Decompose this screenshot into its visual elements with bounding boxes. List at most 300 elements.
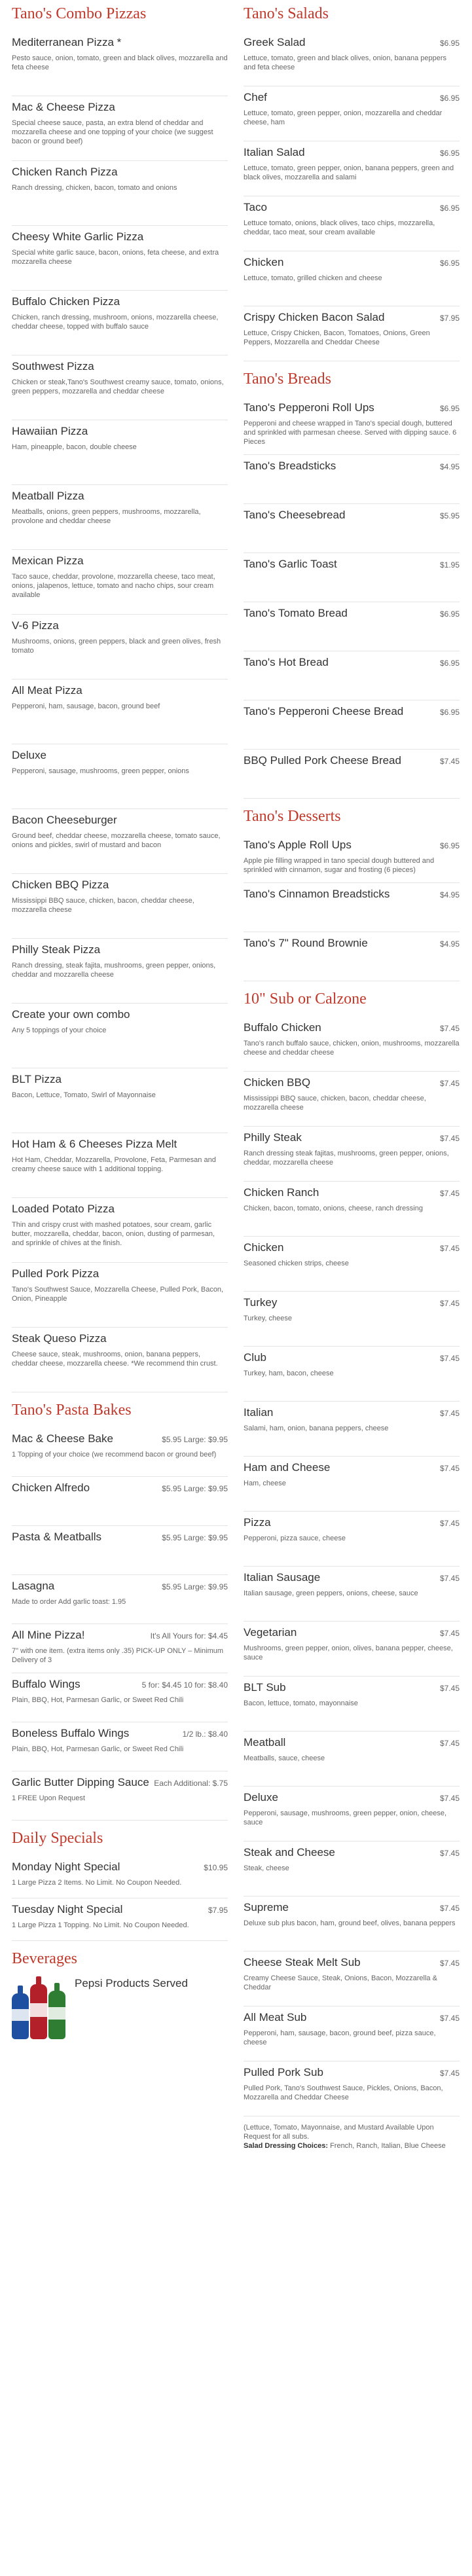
menu-item-chicken [244,251,460,306]
menu-item-pulled-pork-sub [244,2061,460,2116]
menu-item-name: Tuesday Night Special [12,1903,123,1915]
menu-item-header [244,1790,460,1805]
menu-item-description: Hot Ham, Cheddar, Mozzarella, Provolone, Feta, Parmesan and creamy cheese sauce with 1 additional topping. [12,1156,216,1173]
menu-item-name: Buffalo Wings [12,1678,81,1690]
menu-item-all-meat-pizza [12,680,228,744]
menu-item-header [12,1902,228,1917]
menu-item-description: Lettuce, tomato, green pepper, onion, banana peppers, green and black olives, mozzarella and salami [244,164,454,181]
menu-item-description: Mushrooms, onions, green peppers, black and green olives, fresh tomato [12,638,221,655]
salad-dressing-label: Salad Dressing Choices: [244,2142,328,2150]
menu-item-header [244,606,460,621]
menu-item-name: Chicken Ranch [244,1186,319,1199]
menu-item-description: Ham, pineapple, bacon, double cheese [12,443,137,451]
menu-item-description: Turkey, cheese [244,1315,292,1322]
menu-item-italian-salad [244,141,460,196]
menu-item-name: Boneless Buffalo Wings [12,1727,130,1739]
menu-item-price: $6.95 [439,404,460,413]
menu-item-description: Plain, BBQ, Hot, Parmesan Garlic, or Sweet Red Chili [12,1745,184,1753]
section-pasta [12,1400,228,1821]
menu-item-deluxe [244,1787,460,1841]
menu-item-description: Special cheese sauce, pasta, an extra blend of cheddar and mozzarella cheese and one topping of your choice (we suggest bacon or ground beef) [12,119,213,145]
menu-item-description: Ground beef, cheddar cheese, mozzarella cheese, tomato sauce, onions and pickles, swirl of mustard and bacon [12,832,221,849]
menu-item-header [12,1432,228,1446]
bottle-icon [30,1984,47,2039]
beverage-label: Pepsi Products Served [75,1977,188,1989]
menu-item-loaded-potato-pizza [12,1198,228,1263]
menu-item-price: $5.95 [439,511,460,520]
menu-item-name: Crispy Chicken Bacon Salad [244,311,385,323]
menu-item-description: Lettuce, Crispy Chicken, Bacon, Tomatoes, Onions, Green Peppers, Mozzarella and Cheddar Cheese [244,329,430,346]
menu-item-tano-s-7-round-brownie [244,932,460,981]
section-beverages [12,1949,228,2046]
menu-item-buffalo-chicken-pizza [12,291,228,355]
menu-item-header [244,936,460,951]
menu-item-description: 1 Topping of your choice (we recommend bacon or ground beef) [12,1451,217,1459]
section-title-combo: Tano's Combo Pizzas [12,5,147,22]
menu-item-lasagna [12,1575,228,1624]
menu-item-header [12,878,228,892]
pepsi-bottles-image [12,1976,65,2039]
menu-item-description: Pepperoni, ham, sausage, bacon, ground beef, pizza sauce, cheese [244,2029,436,2046]
menu-item-name: Philly Steak Pizza [12,943,101,956]
menu-item-header [12,100,228,115]
menu-item-hawaiian-pizza [12,420,228,485]
menu-item-mac-cheese-bake [12,1428,228,1477]
bottle-icon [12,1993,29,2039]
menu-item-header [244,200,460,215]
menu-item-header [12,1579,228,1593]
menu-item-price: $6.95 [439,39,460,48]
menu-item-price: $5.95 Large: $9.95 [162,1582,228,1591]
section-daily [12,1828,228,1941]
menu-item-name: All Mine Pizza! [12,1629,85,1641]
menu-item-header [244,255,460,270]
section-desserts [244,807,460,981]
menu-item-header [244,2010,460,2025]
menu-item-header [12,1007,228,1022]
menu-item-header [244,1131,460,1145]
menu-item-name: Tano's Pepperoni Roll Ups [244,401,374,414]
menu-item-price: $7.45 [439,1079,460,1088]
menu-item-description: Pepperoni, pizza sauce, cheese [244,1534,346,1542]
menu-item-header [12,230,228,244]
menu-item-tano-s-tomato-bread [244,602,460,651]
menu-item-all-meat-sub [244,2006,460,2061]
menu-item-description: Lettuce tomato, onions, black olives, taco chips, mozzarella, cheddar, taco meat, sour cream available [244,219,435,236]
menu-item-description: Chicken or steak,Tano's Southwest creamy sauce, tomato, onions, green peppers, mozzarella and cheddar cheese [12,378,224,395]
menu-item-price: $7.45 [439,2014,460,2023]
menu-item-header [244,508,460,522]
section-combo [12,4,228,1392]
menu-item-header [244,1021,460,1035]
menu-item-header [12,1202,228,1216]
menu-item-price: $7.45 [439,1464,460,1473]
menu-item-description: Italian sausage, green peppers, onions, cheese, sauce [244,1589,418,1597]
menu-item-price: $7.45 [439,2069,460,2078]
menu-item-description: 7" with one item. (extra items only .35) PICK-UP ONLY – Minimum Delivery of 3 [12,1647,224,1664]
menu-item-price: $5.95 Large: $9.95 [162,1533,228,1542]
menu-item-name: Greek Salad [244,36,306,48]
menu-item-description: Apple pie filling wrapped in tano special dough buttered and sprinkled with cinnamon, sugar and frosting (6 pieces) [244,857,435,874]
menu-item-boneless-buffalo-wings [12,1722,228,1771]
menu-item-description: Made to order Add garlic toast: 1.95 [12,1598,126,1606]
menu-item-name: Italian [244,1406,274,1419]
menu-item-description: Turkey, ham, bacon, cheese [244,1370,334,1377]
menu-item-description: 1 FREE Upon Request [12,1794,85,1802]
menu-item-description: Chicken, ranch dressing, mushroom, onions, mozzarella cheese, cheddar cheese, topped with buffalo sauce [12,314,219,331]
menu-item-price: $7.45 [439,1354,460,1363]
menu-item-description: Pepperoni, sausage, mushrooms, green pepper, onion, cheese, sauce [244,1809,447,1826]
menu-item-mediterranean-pizza [12,31,228,96]
menu-item-header [244,1845,460,1860]
menu-item-steak-and-cheese [244,1841,460,1896]
menu-item-price: $4.95 [439,890,460,899]
menu-item-tano-s-pepperoni-roll-ups [244,397,460,455]
menu-item-price: $7.45 [439,1134,460,1143]
menu-item-italian [244,1402,460,1457]
menu-item-name: Pulled Pork Pizza [12,1267,100,1280]
menu-item-name: Chicken BBQ Pizza [12,879,109,891]
menu-item-tano-s-breadsticks [244,455,460,504]
menu-item-name: Garlic Butter Dipping Sauce [12,1776,149,1788]
menu-item-name: Tano's Apple Roll Ups [244,839,352,851]
sub-request-note: (Lettuce, Tomato, Mayonnaise, and Mustard Available Upon Request for all subs. [244,2124,434,2141]
menu-item-pasta-meatballs [12,1526,228,1575]
menu-item-name: Hawaiian Pizza [12,425,88,437]
menu-item-description: Tano's ranch buffalo sauce, chicken, onion, mushrooms, mozzarella cheese and cheddar cheese [244,1040,460,1057]
menu-item-italian-sausage [244,1567,460,1622]
menu-item-crispy-chicken-bacon-salad [244,306,460,361]
menu-item-all-mine-pizza [12,1624,228,1673]
menu-item-header [12,1072,228,1087]
menu-item-header [12,1332,228,1346]
menu-item-name: Supreme [244,1901,289,1914]
menu-item-header [12,295,228,309]
menu-item-price: $4.95 [439,462,460,471]
menu-item-create-your-own-combo [12,1004,228,1068]
menu-item-header [12,1726,228,1741]
menu-item-header [12,813,228,827]
menu-item-monday-night-special [12,1856,228,1898]
menu-item-header [244,459,460,473]
menu-item-name: Tano's Breadsticks [244,460,336,472]
menu-item-header [12,35,228,50]
menu-item-header [12,1860,228,1874]
menu-item-name: BBQ Pulled Pork Cheese Bread [244,754,401,767]
menu-item-header [12,683,228,698]
menu-item-tano-s-pepperoni-cheese-bread [244,700,460,750]
menu-item-name: Chicken [244,1241,284,1254]
menu-column-left [12,4,228,2576]
menu-item-description: Pepperoni, sausage, mushrooms, green pepper, onions [12,767,189,775]
menu-item-name: Pulled Pork Sub [244,2066,323,2078]
menu-item-description: Ranch dressing, chicken, bacon, tomato and onions [12,184,177,192]
menu-item-header [12,748,228,763]
menu-item-name: Steak and Cheese [244,1846,335,1859]
menu-item-tano-s-garlic-toast [244,553,460,602]
menu-item-price: $6.95 [439,204,460,213]
menu-item-club [244,1347,460,1402]
menu-item-name: Hot Ham & 6 Cheeses Pizza Melt [12,1138,177,1150]
menu-item-description: Thin and crispy crust with mashed potatoes, sour cream, garlic butter, mozzarella, cheddar, bacon, onion, dusting of parmesan, and sprinkle of chives at the finish. [12,1221,215,1247]
menu-item-buffalo-wings [12,1673,228,1722]
menu-item-meatball [244,1732,460,1787]
menu-item-mac-cheese-pizza [12,96,228,161]
menu-item-header [244,1900,460,1915]
menu-item-meatball-pizza [12,485,228,550]
menu-item-header [244,704,460,719]
menu-item-turkey [244,1292,460,1347]
menu-item-price: It's All Yours for: $4.45 [150,1631,228,1641]
menu-item-description: Chicken, bacon, tomato, onions, cheese, ranch dressing [244,1205,423,1212]
menu-item-description: Plain, BBQ, Hot, Parmesan Garlic, or Sweet Red Chili [12,1696,184,1704]
menu-item-header [244,401,460,415]
menu-item-name: Buffalo Chicken Pizza [12,295,120,308]
menu-item-name: Meatball [244,1736,286,1749]
menu-item-greek-salad [244,31,460,86]
menu-item-name: Tano's Pepperoni Cheese Bread [244,705,404,717]
menu-item-description: Ranch dressing steak fajitas, mushrooms, green pepper, onions, cheddar, mozzarella cheese [244,1150,449,1167]
menu-item-name: Italian Salad [244,146,305,158]
menu-item-header [244,1241,460,1255]
menu-item-header [244,1076,460,1090]
menu-item-name: Club [244,1351,266,1364]
salad-dressing-list: French, Ranch, Italian, Blue Cheese [330,2142,446,2150]
menu-item-header [12,1628,228,1642]
menu-item-chicken-ranch-pizza [12,161,228,226]
menu-item-chef [244,86,460,141]
menu-item-price: $7.45 [439,1189,460,1198]
menu-item-price: $7.95 [439,314,460,323]
menu-item-price: $7.45 [439,1794,460,1803]
menu-item-header [244,35,460,50]
menu-item-chicken-ranch [244,1182,460,1237]
menu-item-name: V-6 Pizza [12,619,59,632]
menu-item-header [244,2065,460,2080]
menu-item-name: Chicken Ranch Pizza [12,166,118,178]
menu-item-blt-pizza [12,1068,228,1133]
menu-item-header [244,90,460,105]
menu-item-description: Pesto sauce, onion, tomato, green and black olives, mozzarella and feta cheese [12,54,228,71]
menu-item-mexican-pizza [12,550,228,615]
menu-item-price: $6.95 [439,94,460,103]
menu-item-name: Taco [244,201,267,213]
menu-item-header [244,1680,460,1695]
menu-item-price: $5.95 Large: $9.95 [162,1435,228,1444]
menu-item-header [244,1735,460,1750]
menu-item-southwest-pizza [12,355,228,420]
menu-item-price: $7.45 [439,1574,460,1583]
menu-item-description: Cheese sauce, steak, mushrooms, onion, banana peppers, cheddar cheese, mozzarella cheese. *We recommend thin crust. [12,1351,218,1368]
menu-column-right [244,4,460,2576]
menu-item-name: Turkey [244,1296,278,1309]
menu-item-philly-steak [244,1127,460,1182]
menu-item-name: Pizza [244,1516,271,1529]
menu-item-header [244,887,460,901]
menu-item-description: Tano's Southwest Sauce, Mozzarella Cheese, Pulled Pork, Bacon, Onion, Pineapple [12,1286,224,1303]
section-title-daily: Daily Specials [12,1830,103,1847]
menu-item-name: Loaded Potato Pizza [12,1203,115,1215]
menu-item-tano-s-apple-roll-ups [244,834,460,883]
menu-item-price: $7.45 [439,1629,460,1638]
menu-item-price: $6.95 [439,708,460,717]
menu-item-price: $6.95 [439,259,460,268]
menu-item-supreme [244,1896,460,1951]
section-salads [244,4,460,361]
section-title-beverages: Beverages [12,1950,77,1967]
menu-item-name: Tano's Cheesebread [244,509,346,521]
menu-item-header [12,1481,228,1495]
menu-item-description: Mississippi BBQ sauce, chicken, bacon, cheddar cheese, mozzarella cheese [12,897,194,914]
menu-item-hot-ham-6-cheeses-pizza-melt [12,1133,228,1198]
menu-item-header [12,943,228,957]
menu-item-price: $6.95 [439,149,460,158]
menu-item-name: Mexican Pizza [12,554,84,567]
menu-item-name: Tano's Hot Bread [244,656,329,668]
menu-item-header [244,1955,460,1970]
menu-item-tuesday-night-special [12,1898,228,1941]
menu-item-header [244,655,460,670]
menu-item-price: $6.95 [439,609,460,619]
menu-item-name: Chicken [244,256,284,268]
menu-item-description: Lettuce, tomato, grilled chicken and cheese [244,274,382,282]
menu-item-bbq-pulled-pork-cheese-bread [244,750,460,799]
menu-item-header [244,310,460,325]
menu-item-description: Seasoned chicken strips, cheese [244,1260,349,1267]
menu-item-garlic-butter-dipping-sauce [12,1771,228,1821]
menu-item-price: $7.45 [439,1024,460,1033]
sub-notes [244,2123,460,2150]
menu-item-header [244,1406,460,1420]
menu-item-name: BLT Pizza [12,1073,62,1085]
menu-item-name: Meatball Pizza [12,490,84,502]
menu-item-description: Pepperoni, ham, sausage, bacon, ground beef [12,702,160,710]
menu-item-description: Deluxe sub plus bacon, ham, ground beef, olives, banana peppers [244,1919,456,1927]
menu-item-name: Chicken BBQ [244,1076,311,1089]
menu-item-header [12,1775,228,1790]
menu-item-header [12,489,228,503]
menu-item-tano-s-cinnamon-breadsticks [244,883,460,932]
menu-item-name: Ham and Cheese [244,1461,331,1474]
menu-item-price: $6.95 [439,841,460,850]
menu-item-description: 1 Large Pizza 2 Items. No Limit. No Coupon Needed. [12,1879,182,1887]
menu-item-header [12,359,228,374]
menu-item-description: Mushrooms, green pepper, onion, olives, banana pepper, cheese, sauce [244,1644,453,1661]
menu-item-pulled-pork-pizza [12,1263,228,1328]
section-title-pasta: Tano's Pasta Bakes [12,1402,132,1419]
menu-item-description: Taco sauce, cheddar, provolone, mozzarella cheese, taco meat, onions, jalapenos, lettuce, tomato and nacho chips, sour cream available [12,573,215,599]
menu-item-header [12,1530,228,1544]
menu-item-blt-sub [244,1677,460,1732]
menu-item-description: Any 5 toppings of your choice [12,1026,107,1034]
menu-item-description: Pepperoni and cheese wrapped in Tano's special dough, buttered and sprinkled with parmesan cheese. Served with dipping sauce. 6 Pieces [244,420,457,446]
menu-item-header [244,145,460,160]
menu-item-price: $6.95 [439,659,460,668]
menu-item-price: $7.45 [439,1409,460,1418]
menu-item-price: $7.45 [439,1959,460,1968]
menu-item-description: Ham, cheese [244,1479,286,1487]
beverage-row [12,1976,228,2046]
menu-item-header [244,1296,460,1310]
menu-item-price: 5 for: $4.45 10 for: $8.40 [141,1680,228,1690]
menu-item-description: Mississippi BBQ sauce, chicken, bacon, cheddar cheese, mozzarella cheese [244,1095,426,1112]
menu-item-chicken-bbq-pizza [12,874,228,939]
menu-item-header [12,424,228,439]
salad-dressing-note [244,2141,460,2150]
menu-item-description: Bacon, lettuce, tomato, mayonnaise [244,1699,358,1707]
menu-item-price: $7.45 [439,1739,460,1748]
menu-item-description: 1 Large Pizza 1 Topping. No Limit. No Coupon Needed. [12,1921,189,1929]
menu-item-name: Cheese Steak Melt Sub [244,1956,361,1968]
menu-item-header [244,753,460,768]
menu-item-header [244,557,460,571]
menu-item-description: Lettuce, tomato, green and black olives, onion, banana peppers and feta cheese [244,54,447,71]
menu-item-deluxe [12,744,228,809]
menu-item-description: Creamy Cheese Sauce, Steak, Onions, Bacon, Mozzarella & Cheddar [244,1974,437,1991]
menu-item-price: $7.45 [439,1849,460,1858]
section-title-desserts: Tano's Desserts [244,808,341,825]
menu-item-price: $1.95 [439,560,460,570]
menu-item-price: $7.45 [439,1519,460,1528]
menu-item-price: $7.95 [208,1906,228,1915]
menu-item-name: Cheesy White Garlic Pizza [12,230,144,243]
menu-item-price: $7.45 [439,1684,460,1693]
menu-item-name: Deluxe [244,1791,278,1804]
menu-item-name: Italian Sausage [244,1571,321,1584]
section-title-salads: Tano's Salads [244,5,329,22]
menu-item-description: Meatballs, sauce, cheese [244,1754,325,1762]
menu-item-name: Mac & Cheese Pizza [12,101,115,113]
menu-item-name: BLT Sub [244,1681,286,1694]
menu-item-name: All Meat Pizza [12,684,82,697]
menu-item-name: Steak Queso Pizza [12,1332,107,1345]
menu-item-header [244,838,460,852]
menu-item-header [244,1625,460,1640]
menu-item-name: Create your own combo [12,1008,130,1021]
section-title-subs: 10" Sub or Calzone [244,990,367,1007]
menu-item-description: Meatballs, onions, green peppers, mushrooms, mozzarella, provolone and cheddar cheese [12,508,201,525]
menu-item-description: Ranch dressing, steak fajita, mushrooms, green pepper, onions, cheddar and mozzarella cheese [12,962,216,979]
menu-item-name: Philly Steak [244,1131,302,1144]
menu-item-buffalo-chicken [244,1017,460,1072]
menu-item-name: Deluxe [12,749,46,761]
menu-item-cheese-steak-melt-sub [244,1951,460,2006]
menu-item-description: Special white garlic sauce, bacon, onions, feta cheese, and extra mozzarella cheese [12,249,219,266]
menu-item-header [244,1570,460,1585]
menu-item-name: Tano's 7" Round Brownie [244,937,368,949]
menu-item-header [12,619,228,633]
menu-item-name: Mac & Cheese Bake [12,1432,113,1445]
menu-item-name: Tano's Cinnamon Breadsticks [244,888,390,900]
menu-item-name: Buffalo Chicken [244,1021,321,1034]
section-title-breads: Tano's Breads [244,371,331,388]
menu-item-description: Salami, ham, onion, banana peppers, cheese [244,1424,389,1432]
menu-item-chicken-bbq [244,1072,460,1127]
menu-item-header [12,165,228,179]
menu-item-price: Each Additional: $.75 [154,1779,228,1788]
menu-item-header [12,1137,228,1152]
section-subs [244,989,460,2150]
menu-item-description: Bacon, Lettuce, Tomato, Swirl of Mayonnaise [12,1091,156,1099]
menu-item-price: 1/2 lb.: $8.40 [182,1730,228,1739]
menu-item-name: Tano's Tomato Bread [244,607,348,619]
menu-item-header [12,1267,228,1281]
menu-item-price: $10.95 [204,1863,228,1872]
menu-item-chicken [244,1237,460,1292]
menu-item-description: Pulled Pork, Tano's Southwest Sauce, Pickles, Onions, Bacon, Mozzarella and Cheddar Cheese [244,2084,443,2101]
menu-item-name: Lasagna [12,1580,55,1592]
menu-item-name: Southwest Pizza [12,360,94,372]
